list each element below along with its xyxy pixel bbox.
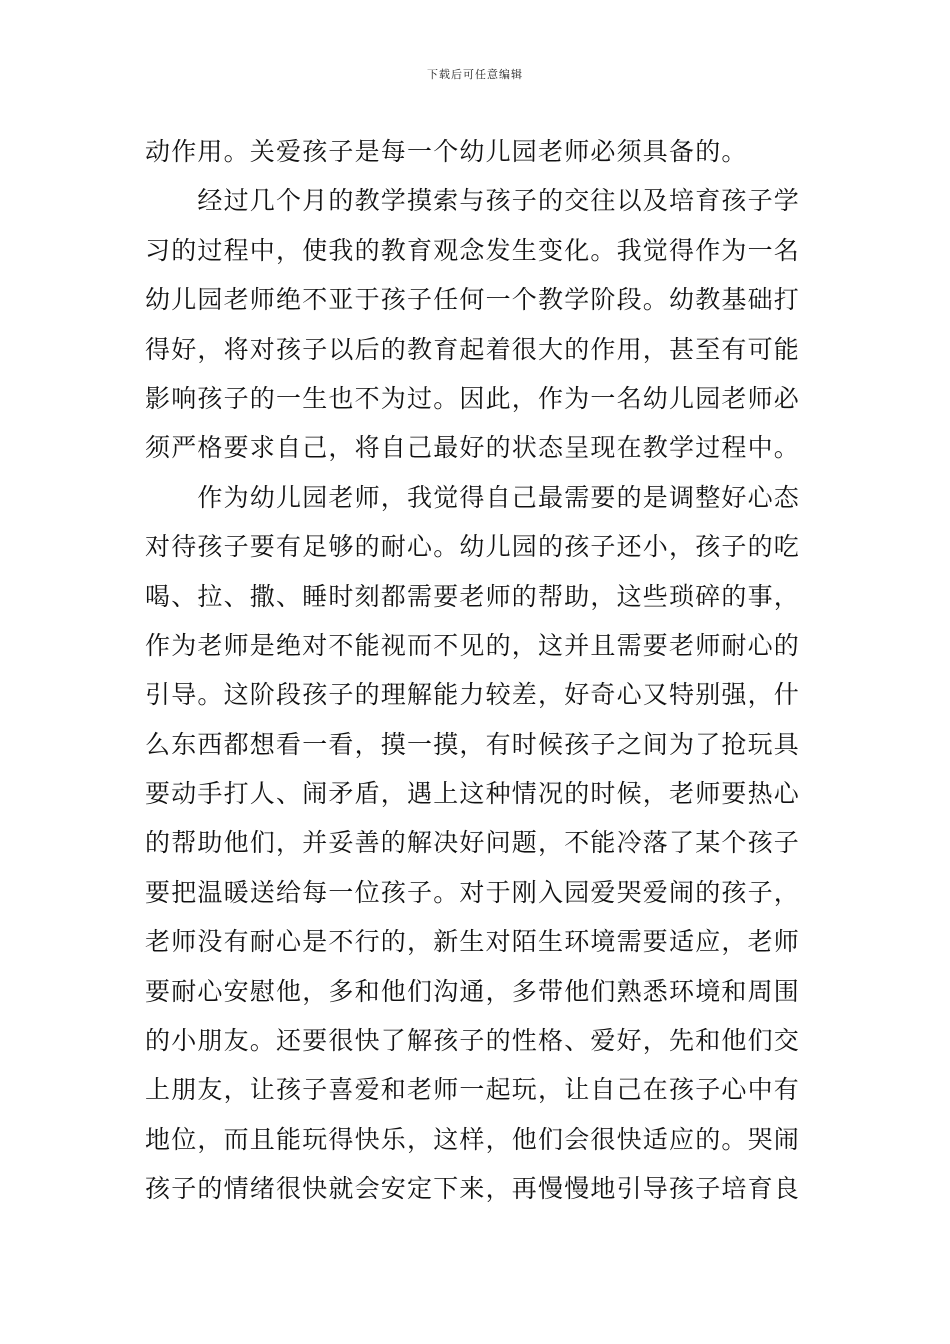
text-line: 引导。这阶段孩子的理解能力较差，好奇心又特别强，什 xyxy=(145,680,801,710)
text-line: 习的过程中，使我的教育观念发生变化。我觉得作为一名 xyxy=(145,235,801,265)
text-line: 作为幼儿园老师，我觉得自己最需要的是调整好心态 xyxy=(145,482,801,512)
text-line: 老师没有耐心是不行的，新生对陌生环境需要适应，老师 xyxy=(145,927,801,957)
text-line: 么东西都想看一看，摸一摸，有时候孩子之间为了抢玩具 xyxy=(145,729,801,759)
text-line: 地位，而且能玩得快乐，这样，他们会很快适应的。哭闹 xyxy=(145,1124,801,1154)
text-line: 动作用。关爱孩子是每一个幼儿园老师必须具备的。 xyxy=(145,137,748,166)
text-line: 要动手打人、闹矛盾，遇上这种情况的时候，老师要热心 xyxy=(145,779,801,809)
text-line: 影响孩子的一生也不为过。因此，作为一名幼儿园老师必 xyxy=(145,383,801,413)
text-line: 的帮助他们，并妥善的解决好问题，不能冷落了某个孩子 xyxy=(145,828,801,858)
text-line: 作为老师是绝对不能视而不见的，这并且需要老师耐心的 xyxy=(145,630,801,660)
text-line: 得好，将对孩子以后的教育起着很大的作用，甚至有可能 xyxy=(145,334,801,364)
text-line: 对待孩子要有足够的耐心。幼儿园的孩子还小，孩子的吃 xyxy=(145,532,801,562)
text-line: 上朋友，让孩子喜爱和老师一起玩，让自己在孩子心中有 xyxy=(145,1075,801,1105)
page-header-note: 下载后可任意编辑 xyxy=(427,68,523,81)
text-line: 经过几个月的教学摸索与孩子的交往以及培育孩子学 xyxy=(145,186,801,216)
text-line: 的小朋友。还要很快了解孩子的性格、爱好，先和他们交 xyxy=(145,1026,801,1056)
text-line: 要耐心安慰他，多和他们沟通，多带他们熟悉环境和周围 xyxy=(145,976,801,1006)
text-line: 须严格要求自己，将自己最好的状态呈现在教学过程中。 xyxy=(145,433,801,463)
document-body xyxy=(145,127,810,1214)
text-line: 要把温暖送给每一位孩子。对于刚入园爱哭爱闹的孩子， xyxy=(145,877,801,907)
text-line: 喝、拉、撒、睡时刻都需要老师的帮助，这些琐碎的事， xyxy=(145,581,801,611)
text-line: 幼儿园老师绝不亚于孩子任何一个教学阶段。幼教基础打 xyxy=(145,285,801,315)
text-line: 孩子的情绪很快就会安定下来，再慢慢地引导孩子培育良 xyxy=(145,1174,801,1204)
